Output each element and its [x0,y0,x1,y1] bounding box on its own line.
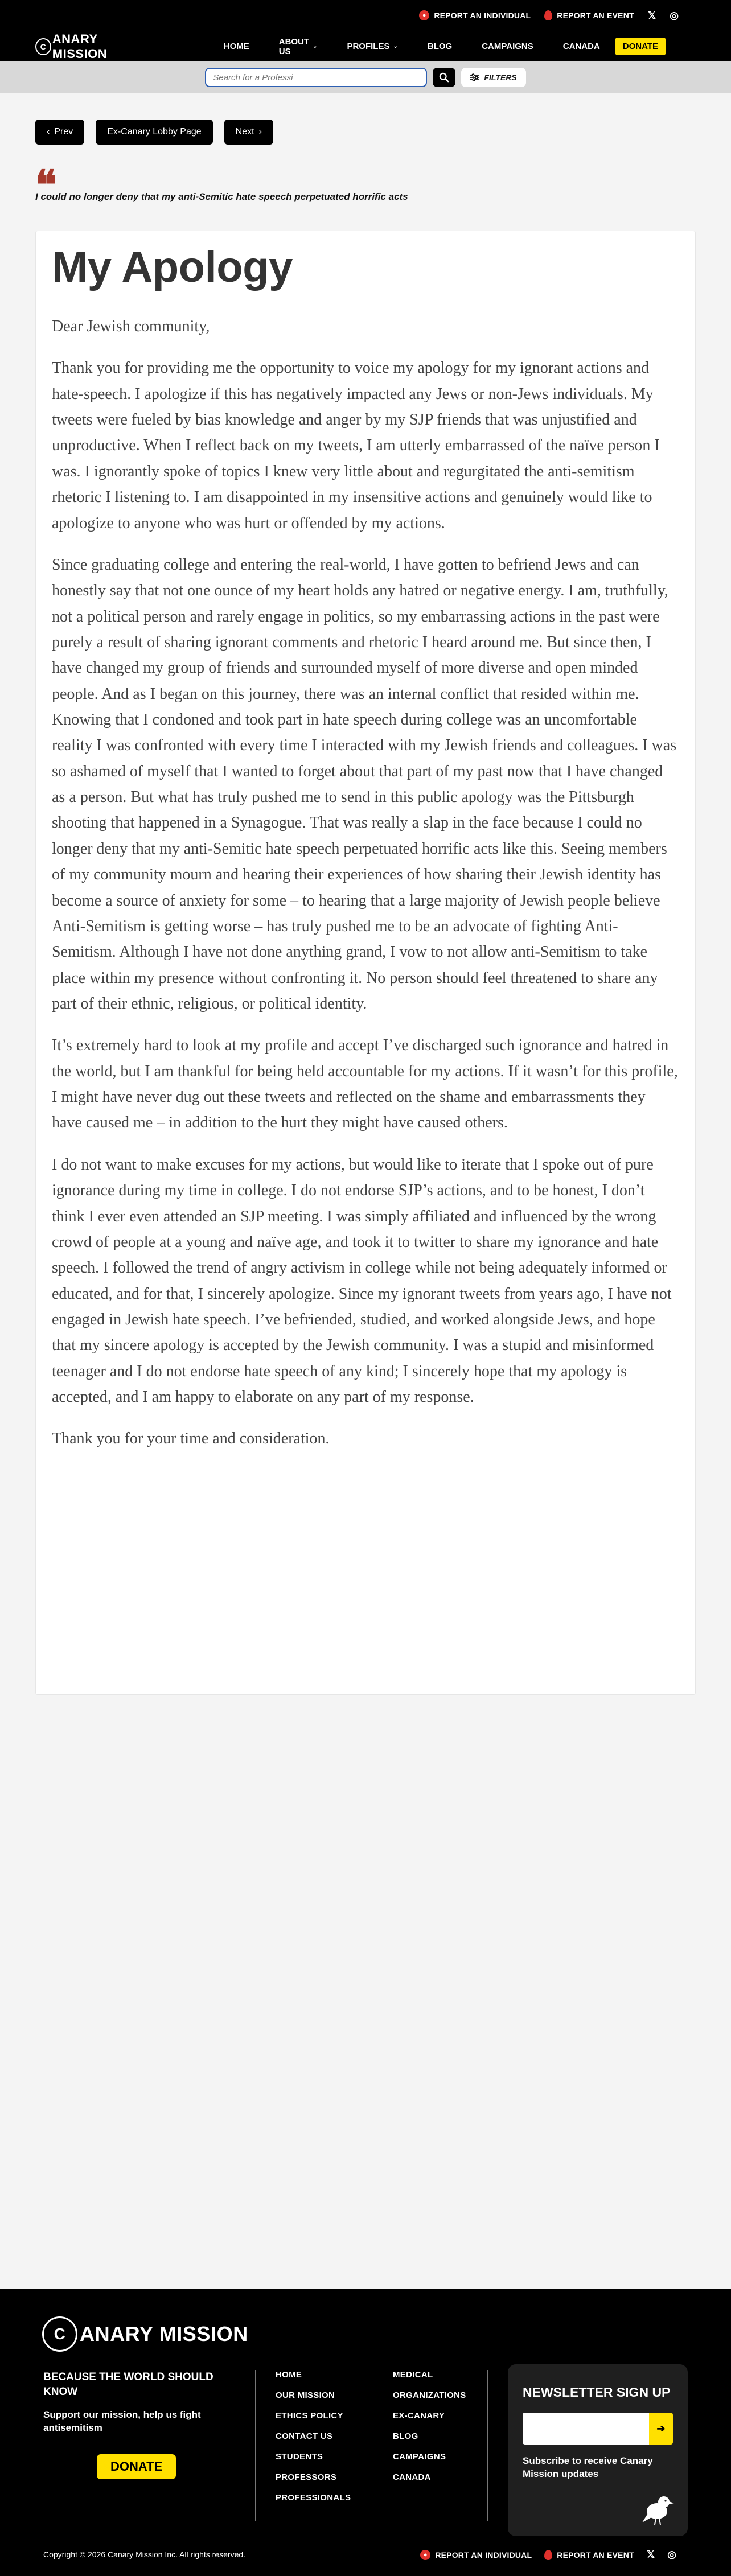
footer-link-organizations[interactable]: ORGANIZATIONS [393,2390,466,2400]
main-nav [0,31,731,61]
site-footer [0,2289,731,2576]
filters-button[interactable] [461,68,525,87]
footer-divider [487,2370,488,2521]
site-logo[interactable] [35,32,147,61]
chevron-left-icon: ‹ [47,127,50,137]
search-icon [439,72,449,83]
nav-item-profiles[interactable]: PROFILES ⌄ [347,42,398,51]
report-individual-label: REPORT AN INDIVIDUAL [434,11,531,20]
canary-bird-icon [642,2492,674,2526]
apology-paragraph: Since graduating college and entering the real-world, I have gotten to befriend Jews and can honestly say that not one ounce of my heart holds any hatred or negative energy. I am, truthfully, not a political person and rarely engage in politics, so my embarrassing actions in the past were purely a result of sharing ignorant comments and rhetoric I heard around me. But since then, I have changed my group of friends and surrounded myself of more diverse and open minded people. And as I began on this journey, there was an internal conflict that resided within me. Knowing that I condoned and took part in hate speech during college was an uncomfortable reality I was confronted with every time I interacted with my Jewish friends and colleagues. I was so ashamed of myself that I wanted to forget about that part of my past now that I have changed as a person. But what has truly pushed me to send in this public apology was the Pittsburgh shooting that happened in a Synagogue. That was really a slap in the face because I could no longer deny that my anti-Semitic hate speech perpetuated horrific acts like this. Seeing members of my community mourn and hearing their experiences of how sharing their Jewish identity has become a source of anxiety for some – to hearing that a large majority of Jewish people believe Anti-Semitism is getting worse – has truly pushed me to be an advocate of fighting Anti-Semitism. Although I have not done anything grand, I vow to not allow anti-Semitism to take place within my presence without confronting it. No person should feel threatened to share any part of their ethnic, religious, or political identity. [52,555,677,1013]
person-alert-icon: ● [419,10,429,20]
profile-pager [35,120,273,145]
newsletter-subtext: Subscribe to receive Canary Mission updates [523,2455,653,2479]
arrow-right-icon[interactable]: ➔ [649,2413,673,2445]
footer-report-individual-link[interactable]: ● REPORT AN INDIVIDUAL [420,2550,532,2560]
utility-bar [0,0,731,31]
footer-links-col2 [393,2370,466,2482]
apology-paragraph: I do not want to make excuses for my actions, but would like to iterate that I spoke out of pure ignorance during my time in college. I do not endorse SJP’s actions, and to be honest, I don’t think I ever even attended an SJP meeting. I was simply affiliated and influenced by the wrong crowd of people at a young and naïve age, and took it to twitter to share my ignorance and hate speech. I followed the trend of angry activism in college while not being adequately informed or educated, and for that, I sincerely apologize. Since my ignorant tweets from years ago, I have not engaged in Jewish hate speech. I’ve befriended, studied, and worked alongside Jews, and hope that my sincere apology is accepted by the Jewish community. I was a stupid and misinformed teenager and I do not endorse hate speech of any kind; I sincerely hope that my apology is accepted, and I am happy to elaborate on any part of my response. [52,1155,672,1406]
pull-quote: I could no longer deny that my anti-Semitic hate speech perpetuated horrific acts [35,191,408,202]
footer-support-text: Support our mission, help us fight antisemitism [43,2409,201,2433]
apology-paragraph: Dear Jewish community, [52,318,210,335]
lobby-button[interactable]: Ex-Canary Lobby Page [96,120,212,145]
chevron-down-icon: ⌄ [313,43,318,50]
donate-button[interactable]: DONATE [615,38,666,55]
footer-link-contact-us[interactable]: CONTACT US [276,2431,333,2441]
copyright-text: Copyright © 2026 Canary Mission Inc. All rights reserved. [43,2550,246,2559]
footer-divider [255,2370,256,2521]
chevron-right-icon: › [258,127,262,137]
logo-text: ANARY MISSION [52,31,108,61]
chevron-down-icon: ⌄ [393,43,398,50]
newsletter-form [523,2413,673,2445]
footer-links-col1 [276,2370,351,2503]
newsletter-title: NEWSLETTER SIGN UP [523,2385,671,2400]
nav-item-campaigns[interactable]: CAMPAIGNS [482,42,533,51]
footer-report-event-link[interactable]: REPORT AN EVENT [544,2550,634,2560]
report-event-label: REPORT AN EVENT [557,11,634,20]
footer-link-ethics-policy[interactable]: ETHICS POLICY [276,2411,343,2421]
flame-icon [544,2550,552,2560]
person-alert-icon: ● [420,2550,430,2560]
report-individual-link[interactable] [419,10,531,20]
footer-utility [420,2549,676,2561]
quote-icon: ❝ [35,161,57,208]
newsletter-box [508,2364,688,2536]
footer-link-home[interactable]: HOME [276,2370,302,2380]
footer-link-professors[interactable]: PROFESSORS [276,2472,337,2482]
footer-link-ex-canary[interactable]: EX-CANARY [393,2411,445,2421]
nav-item-home[interactable]: HOME [223,42,249,51]
footer-logo[interactable] [42,2316,248,2352]
search-strip [0,61,731,93]
prev-button[interactable]: ‹ Prev [35,120,84,145]
instagram-icon[interactable]: ◎ [670,9,679,21]
apology-paragraph: It’s extremely hard to look at my profile and accept I’ve discharged such ignorance and hatred in the world, but I am thankful for being held accountable for my actions. If it wasn’t for this profile, I might have never dug out these tweets and reflected on the shame and embarrassments they have caused me – in addition to the hurt they might have caused others. [52,1036,678,1132]
sliders-icon [470,73,479,81]
footer-link-blog[interactable]: BLOG [393,2431,418,2441]
footer-link-medical[interactable]: MEDICAL [393,2370,433,2380]
nav-items [209,37,615,56]
next-button[interactable]: Next › [224,120,273,145]
nav-item-canada[interactable]: CANADA [562,42,600,51]
filters-label: FILTERS [484,73,517,82]
canary-logo-icon: C [35,38,51,55]
apology-title: My Apology [52,243,293,291]
footer-link-professionals[interactable]: PROFESSIONALS [276,2493,351,2503]
instagram-icon[interactable]: ◎ [667,2549,676,2560]
footer-link-campaigns[interactable]: CAMPAIGNS [393,2452,446,2462]
nav-item-blog[interactable]: BLOG [427,42,453,51]
search-input[interactable] [205,68,427,87]
nav-item-about-us[interactable]: ABOUT US ⌄ [278,36,318,56]
apology-paragraph: Thank you for your time and consideration. [52,1430,330,1448]
apology-card [35,231,696,1695]
apology-paragraph: Thank you for providing me the opportunity to voice my apology for my ignorant actions and hate-speech. I apologize if this has negatively impacted any Jews or non-Jews individuals. My tweets were fueled by bias knowledge and anger by my SJP friends that was unjustified and unproductive. When I reflect back on my tweets, I am utterly embarrassed of the naïve person I was. I ignorantly spoke of topics I knew very little about and regurgitated the anti-semitism rhetoric I listening to. I am disappointed in my insensitive actions and genuinely would like to apologize to anyone who was hurt or offended by my actions. [52,359,660,532]
report-event-link[interactable] [544,10,634,20]
search-button[interactable] [433,68,455,87]
footer-link-our-mission[interactable]: OUR MISSION [276,2390,335,2400]
canary-logo-icon: C [42,2316,77,2352]
footer-logo-text: ANARY MISSION [80,2322,248,2345]
newsletter-email-input[interactable] [523,2413,649,2445]
footer-link-canada[interactable]: CANADA [393,2472,431,2482]
x-icon[interactable]: 𝕏 [647,9,656,21]
footer-tagline: BECAUSE THE WORLD SHOULD KNOW [43,2371,213,2398]
footer-donate-button[interactable]: DONATE [97,2454,176,2479]
x-icon[interactable]: 𝕏 [646,2549,655,2560]
flame-icon [544,10,552,20]
footer-link-students[interactable]: STUDENTS [276,2452,323,2462]
